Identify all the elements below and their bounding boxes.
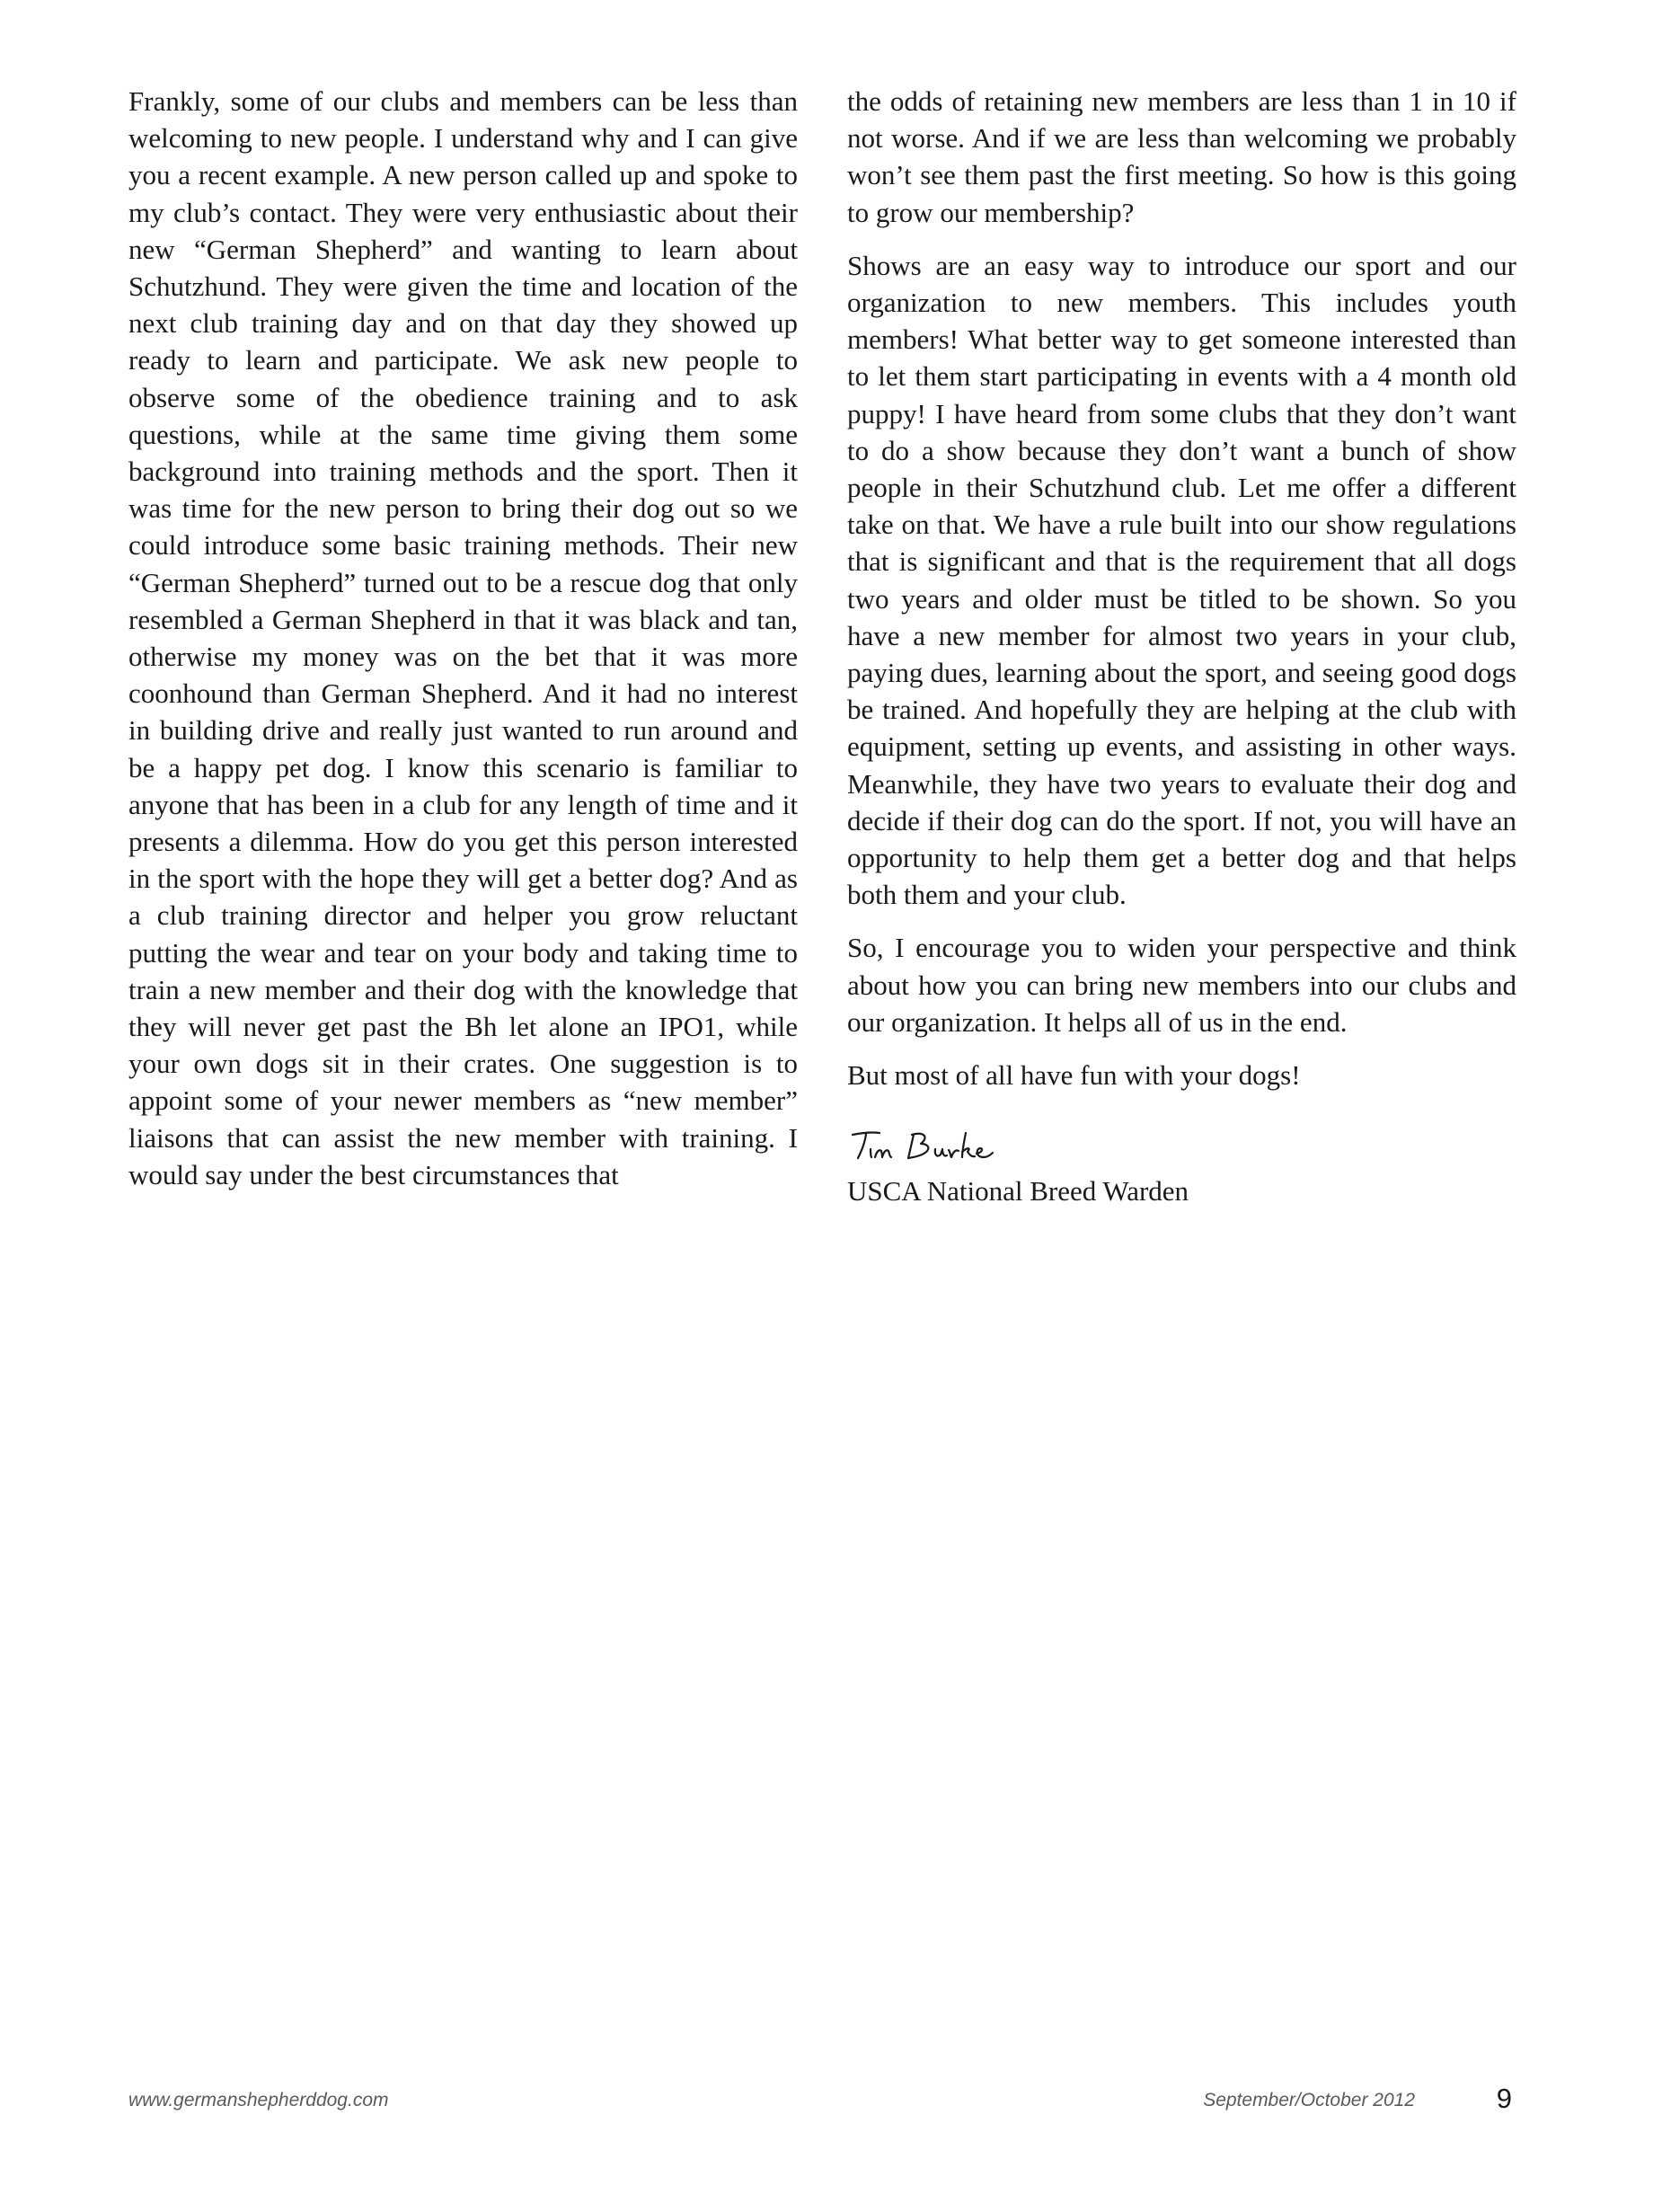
body-paragraph: Frankly, some of our clubs and members can be less than welcoming to new people. I understand why and I can give you a recent example. A new person called up and spoke to my club’s contact. They were very enthusiastic about their new “German Shepherd” and wanting to learn about Schutzhund. They were given the time and location of the next club training day and on that day they showed up ready to learn and participate. We ask new people to observe some of the obedience training and to ask questions, while at the same time giving them some background into training methods and the sport. Then it was time for the new person to bring their dog out so we could introduce some basic training methods. Their new “German Shepherd” turned out to be a rescue dog that only resembled a German Shepherd in that it was black and tan, otherwise my money was on the bet that it was more coonhound than German Shepherd. And it had no interest in building drive and really just wanted to run around and be a happy pet dog. I know this scenario is familiar to anyone that has been in a club for any length of time and it presents a dilemma. How do you get this person interested in the sport with the hope they will get a better dog? And as a club training director and helper you grow reluctant putting the wear and tear on your body and taking time to train a new member and their dog with the knowledge that they will never get past the Bh let alone an IPO1, while your own dogs sit in their crates. One suggestion is to appoint some of your newer members as “new member” liaisons that can assist the new member with training. I would say under the best circumstances that [128,85,798,1190]
author-title: USCA National Breed Warden [847,1175,1189,1208]
article-right-column [847,83,1516,1225]
page-footer [128,2083,1512,2119]
footer-website-url: www.germanshepherddog.com [128,2090,389,2110]
handwritten-signature [849,1124,1011,1167]
article-left-column [128,83,798,1209]
body-paragraph: But most of all have fun with your dogs! [847,1059,1301,1092]
body-paragraph: So, I encourage you to widen your perspective and think about how you can bring new members into our clubs and our organization. It helps all of us in the end. [847,932,1516,1038]
page-number: 9 [1496,2083,1512,2114]
body-paragraph: the odds of retaining new members are less than 1 in 10 if not worse. And if we are less than welcoming we probably won’t see them past the first meeting. So how is this going to grow our membership? [847,85,1516,228]
body-paragraph: Shows are an easy way to introduce our sport and our organization to new members. This includes youth members! What better way to get someone interested than to let them start participating in events with a 4 month old puppy! I have heard from some clubs that they don’t want to do a show because they don’t want a bunch of show people in their Schutzhund club. Let me offer a different take on that. We have a rule built into our show regulations that is significant and that is the requirement that all dogs two years and older must be titled to be shown. So you have a new member for almost two years in your club, paying dues, learning about the sport, and seeing good dogs be trained. And hopefully they are helping at the club with equipment, setting up events, and assisting in other ways. Meanwhile, they have two years to evaluate their dog and decide if their dog can do the sport. If not, you will have an opportunity to help them get a better dog and that helps both them and your club. [847,249,1516,911]
footer-issue-date: September/October 2012 [1203,2090,1415,2110]
